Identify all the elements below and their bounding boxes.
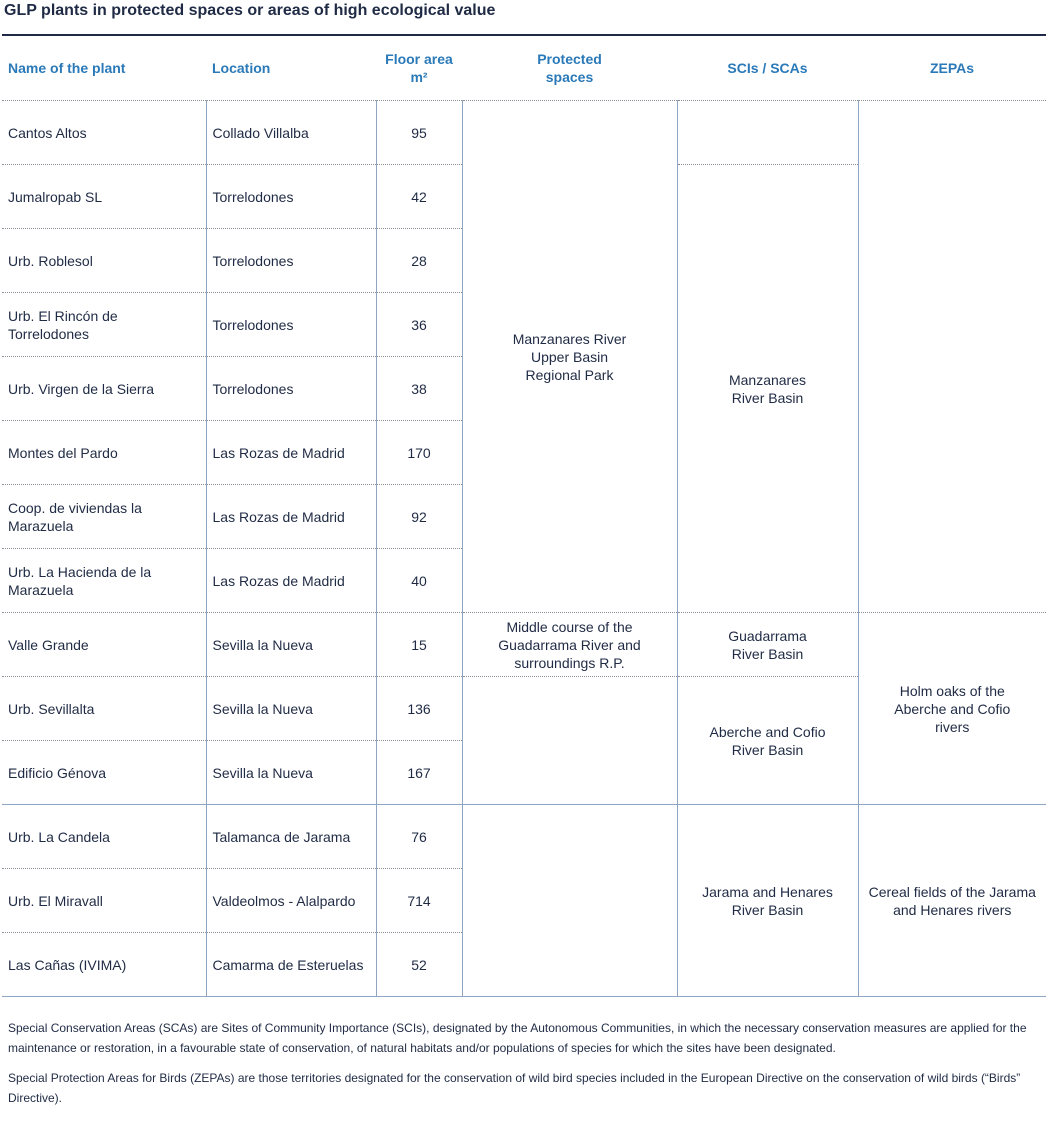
protected-empty-bottom [462, 805, 677, 997]
plant-location: Sevilla la Nueva [206, 613, 376, 677]
protected-guadarrama: Middle course of the Guadarrama River and surroundings R.P. [462, 613, 677, 677]
plant-name: Jumalropab SL [2, 165, 206, 229]
plant-location: Talamanca de Jarama [206, 805, 376, 869]
plant-location: Torrelodones [206, 165, 376, 229]
plant-name: Urb. El Miravall [2, 869, 206, 933]
plant-name: Valle Grande [2, 613, 206, 677]
plant-location: Torrelodones [206, 357, 376, 421]
plant-location: Las Rozas de Madrid [206, 485, 376, 549]
plant-location: Las Rozas de Madrid [206, 549, 376, 613]
plant-area: 76 [376, 805, 462, 869]
sci-guadarrama: Guadarrama River Basin [677, 613, 858, 677]
plants-table [2, 36, 1046, 997]
plant-area: 42 [376, 165, 462, 229]
plant-name: Las Cañas (IVIMA) [2, 933, 206, 997]
plant-name: Urb. Virgen de la Sierra [2, 357, 206, 421]
footnote-sca: Special Conservation Areas (SCAs) are Sites of Community Importance (SCIs), designated by the Autonomous Communities, in which the necessary conservation measures are applied for the maintenance or restoration, in a favourable state of conservation, of natural habitats and/or populations of species for which the sites have been designated. [8, 1021, 1027, 1055]
zepa-cereal-fields: Cereal fields of the Jarama and Henares rivers [858, 805, 1046, 997]
plant-area: 95 [376, 101, 462, 165]
plant-area: 92 [376, 485, 462, 549]
footnote-zepa: Special Protection Areas for Birds (ZEPAs) are those territories designated for the conservation of wild bird species included in the European Directive on the conservation of wild birds (“Birds” Directive). [8, 1071, 1021, 1105]
sci-empty [677, 101, 858, 165]
plant-name: Urb. El Rincón de Torrelodones [2, 293, 206, 357]
plant-location: Sevilla la Nueva [206, 741, 376, 805]
header-floor-area: Floor area m² [376, 36, 462, 101]
plant-name: Cantos Altos [2, 101, 206, 165]
plant-location: Valdeolmos - Alalpardo [206, 869, 376, 933]
plant-area: 136 [376, 677, 462, 741]
plant-name: Urb. La Hacienda de la Marazuela [2, 549, 206, 613]
plant-area: 40 [376, 549, 462, 613]
plant-area: 167 [376, 741, 462, 805]
zepa-empty-top [858, 101, 1046, 613]
plant-area: 52 [376, 933, 462, 997]
sci-aberche: Aberche and Cofio River Basin [677, 677, 858, 805]
plant-area: 38 [376, 357, 462, 421]
header-zepas: ZEPAs [858, 36, 1046, 101]
table-row [2, 805, 1046, 869]
page-title: GLP plants in protected spaces or areas of high ecological value [4, 2, 496, 19]
table-row [2, 101, 1046, 165]
plant-area: 28 [376, 229, 462, 293]
footnotes [8, 1018, 1038, 1118]
plant-location: Las Rozas de Madrid [206, 421, 376, 485]
plant-name: Urb. Sevillalta [2, 677, 206, 741]
plant-location: Torrelodones [206, 229, 376, 293]
header-name: Name of the plant [2, 36, 206, 101]
plant-location: Sevilla la Nueva [206, 677, 376, 741]
protected-manzanares: Manzanares River Upper Basin Regional Park [462, 101, 677, 613]
plant-area: 15 [376, 613, 462, 677]
plant-name: Urb. La Candela [2, 805, 206, 869]
table-row [2, 613, 1046, 677]
plant-name: Urb. Roblesol [2, 229, 206, 293]
plant-location: Torrelodones [206, 293, 376, 357]
protected-empty-mid [462, 677, 677, 805]
sci-manzanares: Manzanares River Basin [677, 165, 858, 613]
plant-location: Camarma de Esteruelas [206, 933, 376, 997]
plant-name: Edificio Génova [2, 741, 206, 805]
plant-name: Montes del Pardo [2, 421, 206, 485]
sci-jarama: Jarama and Henares River Basin [677, 805, 858, 997]
plant-area: 714 [376, 869, 462, 933]
plant-location: Collado Villalba [206, 101, 376, 165]
header-protected-spaces: Protected spaces [462, 36, 677, 101]
header-scis: SCIs / SCAs [677, 36, 858, 101]
plant-area: 170 [376, 421, 462, 485]
plant-name: Coop. de viviendas la Marazuela [2, 485, 206, 549]
plant-area: 36 [376, 293, 462, 357]
zepa-holm-oaks: Holm oaks of the Aberche and Cofio rivers [858, 613, 1046, 805]
header-location: Location [206, 36, 376, 101]
table-header-row [2, 36, 1046, 101]
